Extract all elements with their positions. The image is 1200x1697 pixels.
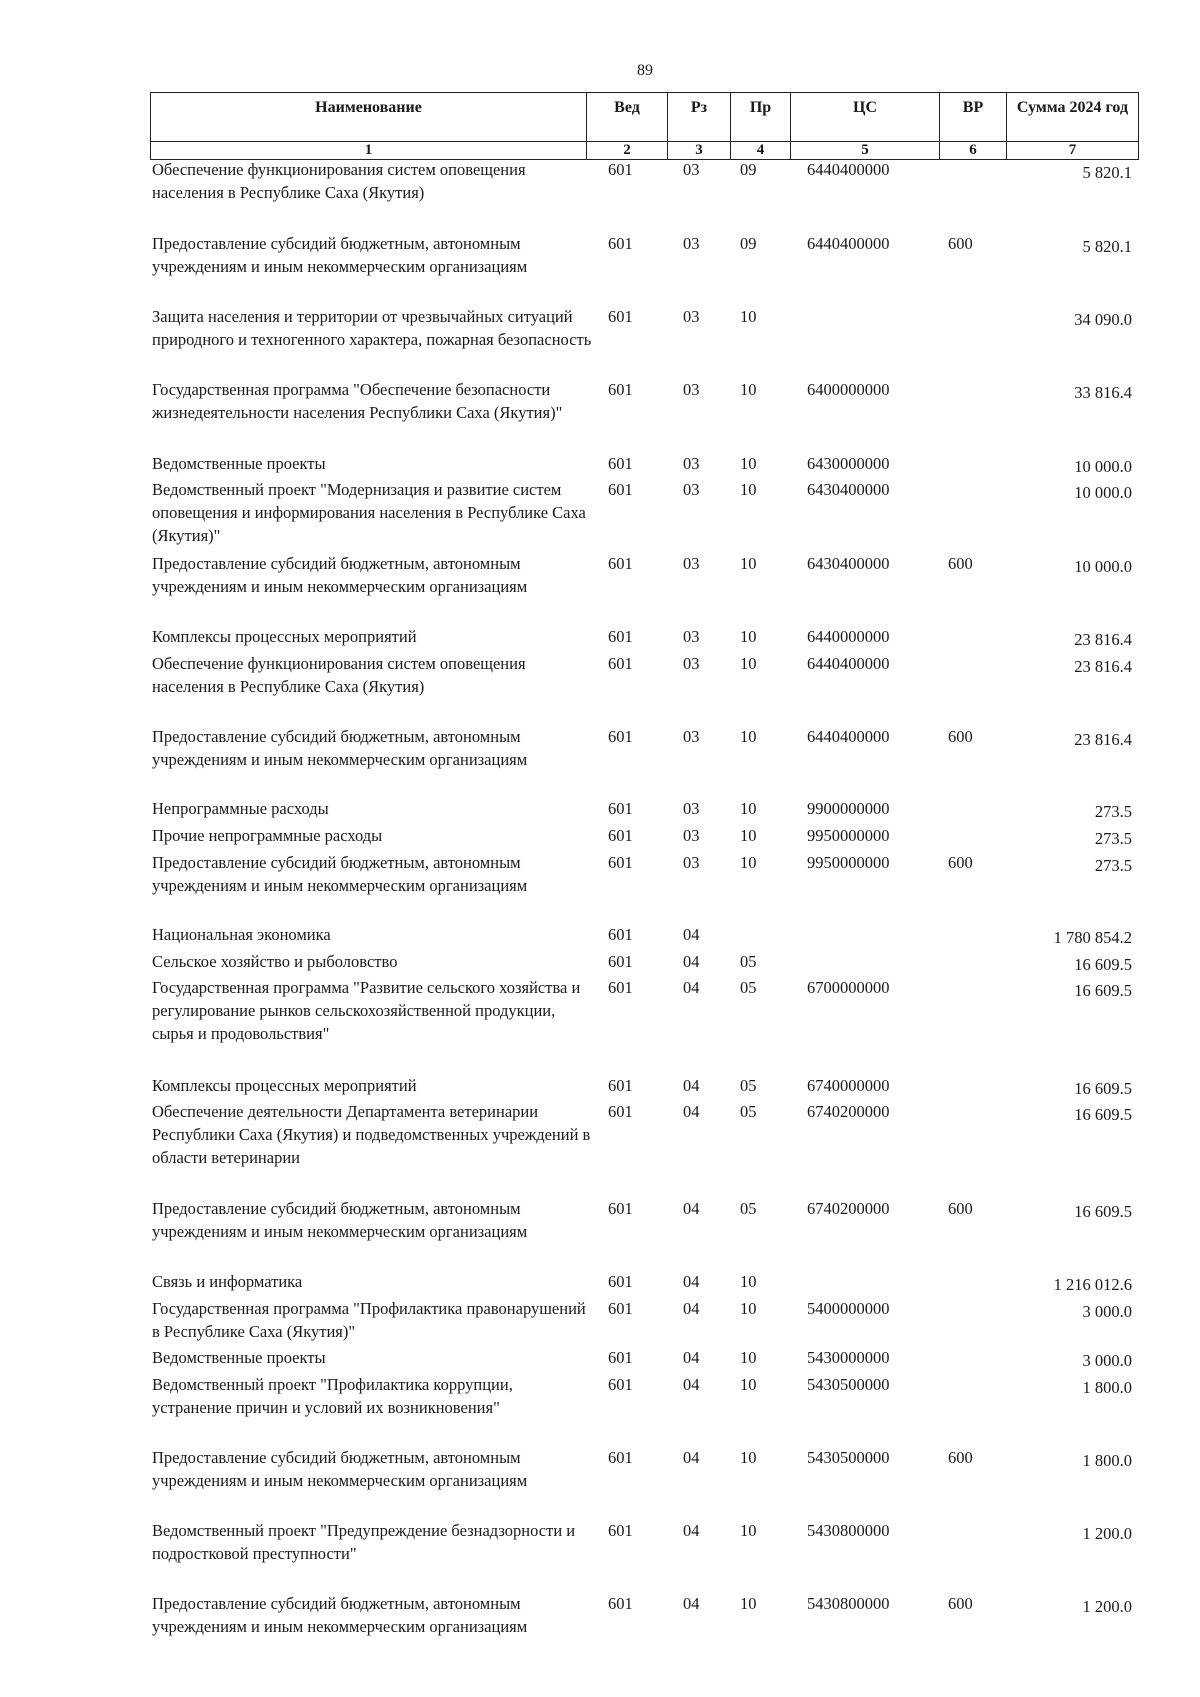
row-sum: 1 200.0	[1082, 1524, 1132, 1543]
column-header-vr: ВР	[940, 93, 1007, 142]
row-ved: 601	[608, 1375, 633, 1394]
row-sum: 23 816.4	[1074, 730, 1132, 749]
row-ved: 601	[608, 554, 633, 573]
row-ved: 601	[608, 978, 633, 997]
row-cs: 5430000000	[807, 1348, 890, 1367]
row-cs: 6440400000	[807, 160, 890, 179]
row-name: Предоставление субсидий бюджетным, автономным учреждениям и иным некоммерческим организациям	[152, 1199, 528, 1241]
row-rz: 03	[683, 853, 700, 872]
row-name: Ведомственный проект "Предупреждение безнадзорности и подростковой преступности"	[152, 1521, 576, 1563]
row-pr: 10	[740, 1272, 757, 1291]
row-sum: 1 780 854.2	[1053, 928, 1132, 947]
column-number-7: 7	[1007, 142, 1139, 160]
row-name: Обеспечение функционирования систем оповещения населения в Республике Саха (Якутия)	[152, 654, 526, 696]
row-pr: 10	[740, 654, 757, 673]
row-name: Предоставление субсидий бюджетным, автономным учреждениям и иным некоммерческим организациям	[152, 727, 528, 769]
row-pr: 10	[740, 1448, 757, 1467]
row-cs: 6740000000	[807, 1076, 890, 1095]
row-cs: 6430400000	[807, 554, 890, 573]
row-pr: 05	[740, 1076, 757, 1095]
column-header-pr: Пр	[731, 93, 791, 142]
row-sum: 23 816.4	[1074, 657, 1132, 676]
row-name: Государственная программа "Развитие сельского хозяйства и регулирование рынков сельскохозяйственной продукции, сырья и продовольствия"	[152, 978, 581, 1043]
row-vr: 600	[948, 234, 973, 253]
row-ved: 601	[608, 480, 633, 499]
row-rz: 03	[683, 627, 700, 646]
row-rz: 03	[683, 454, 700, 473]
row-pr: 10	[740, 627, 757, 646]
row-pr: 05	[740, 1199, 757, 1218]
column-header-sum: Сумма 2024 год	[1007, 93, 1139, 142]
row-pr: 05	[740, 952, 757, 971]
row-rz: 04	[683, 925, 700, 944]
row-rz: 04	[683, 1375, 700, 1394]
row-pr: 10	[740, 826, 757, 845]
row-ved: 601	[608, 654, 633, 673]
row-name: Связь и информатика	[152, 1272, 303, 1291]
row-cs: 5430500000	[807, 1448, 890, 1467]
row-cs: 6430400000	[807, 480, 890, 499]
row-name: Ведомственные проекты	[152, 1348, 326, 1367]
row-cs: 9950000000	[807, 853, 890, 872]
column-number-6: 6	[940, 142, 1007, 160]
row-sum: 1 800.0	[1082, 1451, 1132, 1470]
row-sum: 273.5	[1094, 856, 1132, 875]
row-vr: 600	[948, 1594, 973, 1613]
row-ved: 601	[608, 234, 633, 253]
row-ved: 601	[608, 380, 633, 399]
row-cs: 6400000000	[807, 380, 890, 399]
row-ved: 601	[608, 1076, 633, 1095]
row-cs: 6700000000	[807, 978, 890, 997]
row-vr: 600	[948, 853, 973, 872]
row-pr: 05	[740, 978, 757, 997]
row-pr: 10	[740, 454, 757, 473]
row-ved: 601	[608, 307, 633, 326]
row-ved: 601	[608, 826, 633, 845]
row-ved: 601	[608, 1348, 633, 1367]
row-name: Обеспечение функционирования систем оповещения населения в Республике Саха (Якутия)	[152, 160, 526, 202]
row-name: Предоставление субсидий бюджетным, автономным учреждениям и иным некоммерческим организациям	[152, 1448, 528, 1490]
row-vr: 600	[948, 1199, 973, 1218]
row-ved: 601	[608, 1521, 633, 1540]
row-ved: 601	[608, 627, 633, 646]
row-pr: 10	[740, 853, 757, 872]
column-number-5: 5	[791, 142, 940, 160]
column-number-4: 4	[731, 142, 791, 160]
row-name: Ведомственный проект "Профилактика коррупции, устранение причин и условий их возникновения"	[152, 1375, 513, 1417]
row-ved: 601	[608, 727, 633, 746]
row-name: Сельское хозяйство и рыболовство	[152, 952, 398, 971]
row-name: Предоставление субсидий бюджетным, автономным учреждениям и иным некоммерческим организациям	[152, 853, 528, 895]
row-vr: 600	[948, 727, 973, 746]
row-pr: 10	[740, 727, 757, 746]
row-name: Непрограммные расходы	[152, 799, 329, 818]
row-name: Предоставление субсидий бюджетным, автономным учреждениям и иным некоммерческим организациям	[152, 1594, 528, 1636]
row-name: Предоставление субсидий бюджетным, автономным учреждениям и иным некоммерческим организациям	[152, 234, 528, 276]
row-sum: 16 609.5	[1074, 1105, 1132, 1124]
page-number: 89	[637, 62, 653, 79]
row-pr: 10	[740, 1348, 757, 1367]
row-sum: 3 000.0	[1082, 1302, 1132, 1321]
row-sum: 5 820.1	[1082, 237, 1132, 256]
row-name: Защита населения и территории от чрезвычайных ситуаций природного и техногенного характера, пожарная безопасность	[152, 307, 592, 349]
row-pr: 10	[740, 1375, 757, 1394]
row-cs: 6740200000	[807, 1199, 890, 1218]
row-vr: 600	[948, 554, 973, 573]
row-cs: 6440000000	[807, 627, 890, 646]
row-ved: 601	[608, 799, 633, 818]
row-ved: 601	[608, 1272, 633, 1291]
row-ved: 601	[608, 1199, 633, 1218]
row-name: Государственная программа "Обеспечение безопасности жизнедеятельности населения Республики Саха (Якутия)"	[152, 380, 563, 422]
row-sum: 23 816.4	[1074, 630, 1132, 649]
row-pr: 10	[740, 380, 757, 399]
table-header	[150, 92, 1139, 160]
row-sum: 5 820.1	[1082, 163, 1132, 182]
row-rz: 03	[683, 799, 700, 818]
column-number-1: 1	[151, 142, 587, 160]
row-name: Комплексы процессных мероприятий	[152, 627, 417, 646]
row-rz: 03	[683, 727, 700, 746]
row-name: Прочие непрограммные расходы	[152, 826, 383, 845]
row-cs: 5400000000	[807, 1299, 890, 1318]
row-ved: 601	[608, 160, 633, 179]
row-rz: 03	[683, 826, 700, 845]
row-sum: 16 609.5	[1074, 955, 1132, 974]
row-rz: 03	[683, 380, 700, 399]
row-rz: 03	[683, 160, 700, 179]
row-rz: 03	[683, 234, 700, 253]
row-rz: 04	[683, 1448, 700, 1467]
row-rz: 04	[683, 1299, 700, 1318]
row-rz: 04	[683, 1199, 700, 1218]
row-pr: 09	[740, 234, 757, 253]
row-sum: 10 000.0	[1074, 483, 1132, 502]
row-name: Комплексы процессных мероприятий	[152, 1076, 417, 1095]
row-rz: 03	[683, 554, 700, 573]
row-pr: 10	[740, 1521, 757, 1540]
column-number-3: 3	[668, 142, 731, 160]
row-ved: 601	[608, 1594, 633, 1613]
row-ved: 601	[608, 1102, 633, 1121]
row-sum: 16 609.5	[1074, 981, 1132, 1000]
row-rz: 04	[683, 1272, 700, 1291]
row-rz: 04	[683, 1348, 700, 1367]
row-rz: 04	[683, 1076, 700, 1095]
row-ved: 601	[608, 1448, 633, 1467]
row-cs: 6440400000	[807, 727, 890, 746]
row-pr: 10	[740, 554, 757, 573]
row-pr: 10	[740, 480, 757, 499]
row-cs: 9900000000	[807, 799, 890, 818]
column-header-rz: Рз	[668, 93, 731, 142]
row-sum: 273.5	[1094, 802, 1132, 821]
row-sum: 1 800.0	[1082, 1378, 1132, 1397]
row-name: Национальная экономика	[152, 925, 331, 944]
row-sum: 33 816.4	[1074, 383, 1132, 402]
row-name: Обеспечение деятельности Департамента ветеринарии Республики Саха (Якутия) и подведомственных учреждений в области ветеринарии	[152, 1102, 591, 1167]
row-cs: 6440400000	[807, 654, 890, 673]
row-cs: 6430000000	[807, 454, 890, 473]
row-cs: 5430800000	[807, 1521, 890, 1540]
row-ved: 601	[608, 454, 633, 473]
row-pr: 10	[740, 799, 757, 818]
row-cs: 5430800000	[807, 1594, 890, 1613]
row-cs: 6740200000	[807, 1102, 890, 1121]
row-name: Предоставление субсидий бюджетным, автономным учреждениям и иным некоммерческим организациям	[152, 554, 528, 596]
row-pr: 09	[740, 160, 757, 179]
row-ved: 601	[608, 925, 633, 944]
row-name: Ведомственный проект "Модернизация и развитие систем оповещения и информирования населения в Республике Саха (Якутия)"	[152, 480, 586, 545]
row-ved: 601	[608, 1299, 633, 1318]
row-sum: 16 609.5	[1074, 1202, 1132, 1221]
row-cs: 9950000000	[807, 826, 890, 845]
row-pr: 10	[740, 1594, 757, 1613]
row-vr: 600	[948, 1448, 973, 1467]
row-cs: 6440400000	[807, 234, 890, 253]
row-rz: 04	[683, 952, 700, 971]
row-sum: 1 200.0	[1082, 1597, 1132, 1616]
row-rz: 03	[683, 307, 700, 326]
row-sum: 34 090.0	[1074, 310, 1132, 329]
row-cs: 5430500000	[807, 1375, 890, 1394]
row-rz: 03	[683, 480, 700, 499]
row-rz: 04	[683, 1521, 700, 1540]
row-sum: 10 000.0	[1074, 457, 1132, 476]
column-header-cs: ЦС	[791, 93, 940, 142]
row-rz: 04	[683, 1102, 700, 1121]
row-rz: 03	[683, 654, 700, 673]
row-rz: 04	[683, 1594, 700, 1613]
row-pr: 05	[740, 1102, 757, 1121]
row-sum: 1 216 012.6	[1053, 1275, 1132, 1294]
column-number-2: 2	[587, 142, 668, 160]
row-sum: 16 609.5	[1074, 1079, 1132, 1098]
row-pr: 10	[740, 307, 757, 326]
row-sum: 273.5	[1094, 829, 1132, 848]
row-ved: 601	[608, 853, 633, 872]
row-sum: 10 000.0	[1074, 557, 1132, 576]
column-header-ved: Вед	[587, 93, 668, 142]
row-name: Государственная программа "Профилактика правонарушений в Республике Саха (Якутия)"	[152, 1299, 586, 1341]
row-sum: 3 000.0	[1082, 1351, 1132, 1370]
row-name: Ведомственные проекты	[152, 454, 326, 473]
column-header-name: Наименование	[151, 93, 587, 142]
row-ved: 601	[608, 952, 633, 971]
row-rz: 04	[683, 978, 700, 997]
row-pr: 10	[740, 1299, 757, 1318]
